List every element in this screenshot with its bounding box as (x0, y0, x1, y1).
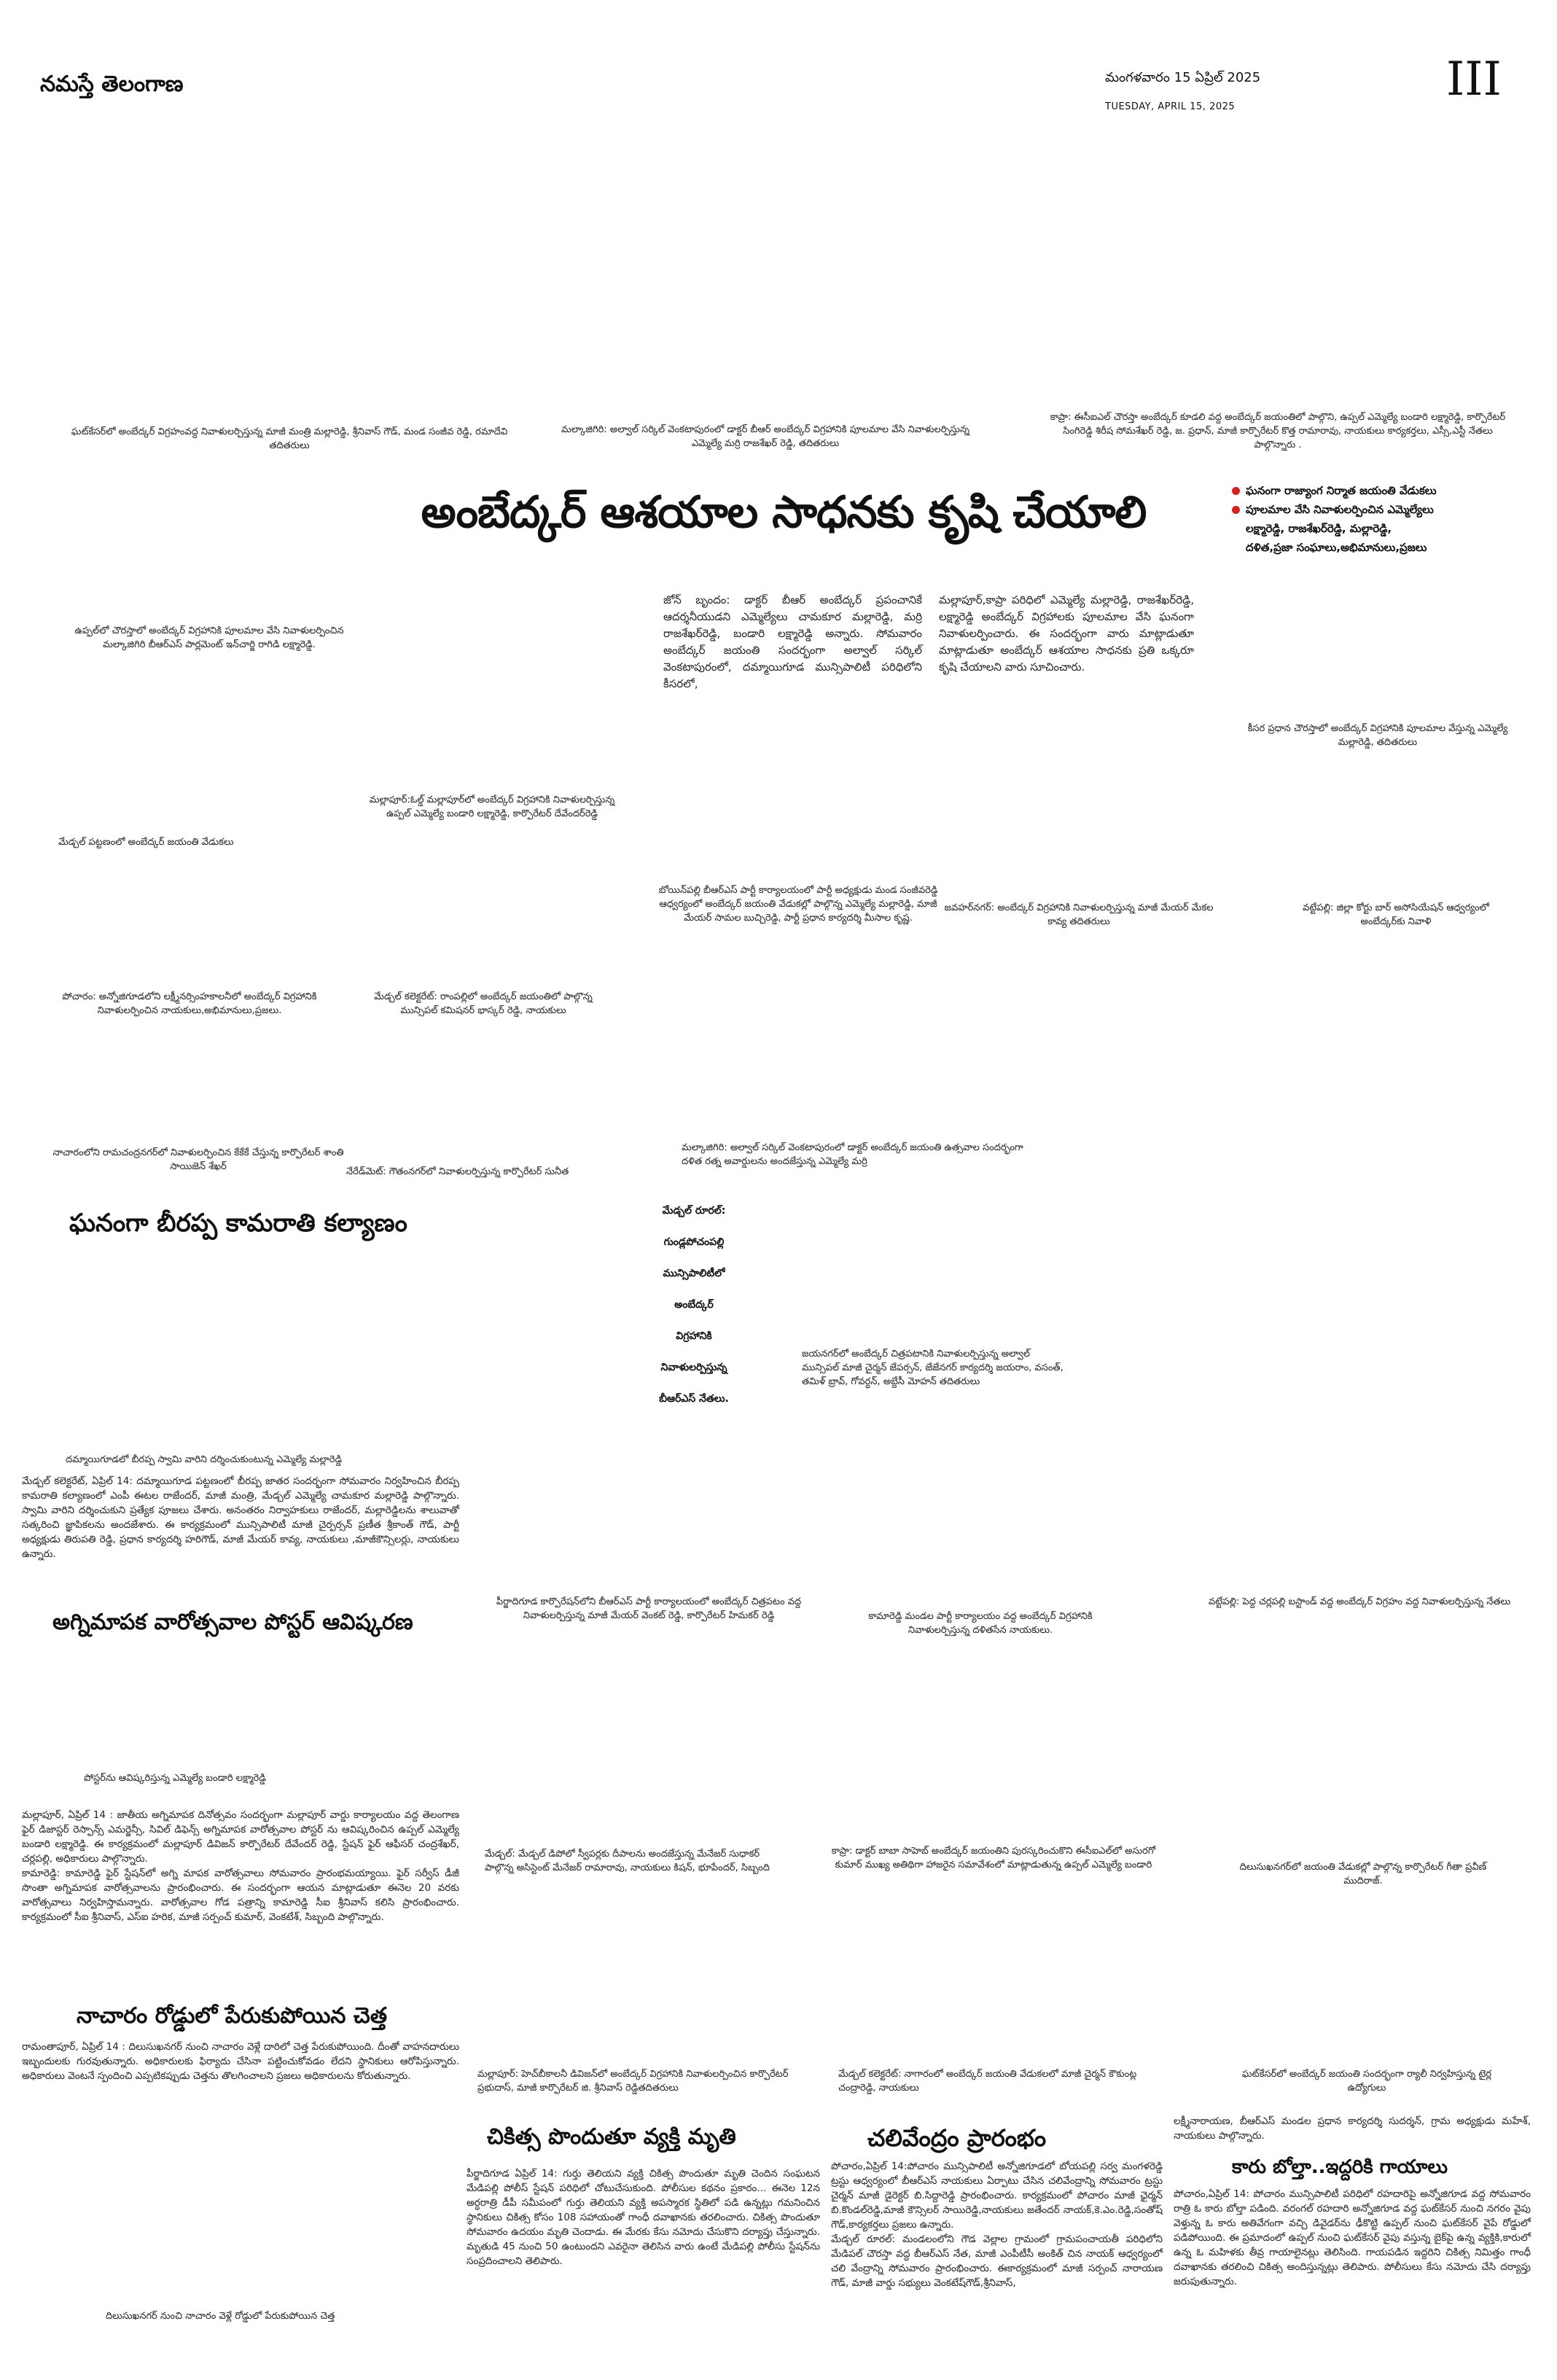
health-story-body: పీర్జాదిగూడ ఏప్రిల్ 14: గుర్తు తెలియని వ్యక్తి చికిత్స పొందుతూ మృతి చెందిన సంఘటన మేడిపల్లి పోలీస్ స్టేషన్ పరిధిలో చోటుచేసుకుంది. పోలీసుల కథనం ప్రకారం... ఈనెల 12న అర్ధరాత్రి డీపీ సమీపంలో గుర్తు తెలియని వ్యక్తి అపస్మారక స్థితిలో పడి ఉన్నట్లు గమనించిన స్థానికులు చికిత్స కోసం 108 సహాయంతో గాంధీ దవాఖానకు తరలించారు. చికిత్స పొందుతూ సోమవారం ఉదయం మృతి చెందాడు. ఈ మేరకు కేసు నమోదు చేసుకొని దర్యాప్తు చేస్తున్నారు. మృతుడి 45 నుంచి 50 ఉంటుందని ఎవరైనా తెలిసిన వారు ఉంటే మేడిపల్లి పోలీసు స్టేషన్‌ను సంప్రదించాలని తెలిపారు. (467, 2168, 820, 2267)
caption-line: అంబేద్కర్ (674, 1299, 714, 1311)
newspaper-brand: నమస్తే తెలంగాణ (40, 71, 184, 97)
birappa-story-body: మేడ్చల్ కలెక్టరేట్, ఏప్రిల్ 14: దమ్మాయిగూడ పట్టణంలో బీరప్ప జాతర సందర్భంగా సోమవారం నిర్వహించిన బీరప్ప కామరాతి కల్యాణంలో ఎంపీ ఈటల రాజేందర్, మాజీ మంత్రి, మేడ్చల్ ఎమ్మెల్యే చామకూర మల్లారెడ్డి పాల్గొన్నారు. స్వామి వారిని దర్శించుకుని ప్రత్యేక పూజలు చేశారు. అనంతరం నిర్వాహకులు రాజేందర్, మల్లారెడ్డిలను శాలువాతో సత్కరించి జ్ఞాపికలను అందజేశారు. ఈ కార్యక్రమంలో మున్సిపాలిటీ మాజీ చైర్పర్సన్ ప్రణీత శ్రీకాంత్ గౌడ్, పార్టీ అధ్యక్షుడు తిరుపతి రెడ్డి, ప్రధాన కార్యదర్శి హరిగౌడ్, మాజీ మేయర్ కావ్య, నాయకులు ,మాజీకౌన్సిలర్లు, నాయకులు ఉన్నారు. (22, 1475, 459, 1560)
car-headline: కారు బోల్తా..ఇద్దరికి గాయాలు (1232, 2156, 1448, 2178)
photo-caption-jayanagar: జయనగర్‌లో అంబేద్కర్ చిత్రపటానికి నివాళులర్పిస్తున్న అల్వాల్ మున్సిపల్ మాజీ చైర్మన్ జేపర్సన్, జేజేనగర్ కార్యదర్శి జయరాం, వసంత్, తమిళ్ బ్రావ్, గోవర్ధన్, అబ్దేసీ మోహన్ తదితరులు (802, 1349, 1064, 1387)
fire-week-paragraph-2: కామారెడ్డి: కామారెడ్డి ఫైర్ స్టేషన్‌లో అగ్ని మాపక వారోత్సవాలు సోమవారం ప్రారంభమయ్యాయి. ఫైర్ సర్వీస్ డీజీ సొంతా అగ్నిమాపక వారోత్సవాలను ప్రారంభించారు. ఈ సందర్భంగా ఆయన మాట్లాడుతూ ఈనెల 20 వరకు వారోత్సవాలు నిర్వహిస్తామన్నారు. వారోత్సవాల గోడ పత్రాన్ని కామారెడ్డి సీఐ శ్రీనివాస్ కలిసి ప్రారంభించారు. కార్యక్రమంలో సీఐ శ్రీనివాస్, ఎస్ఐ హరిక, మాజీ సర్పంచ్ కుమార్, వెంకటేశ్, సిబ్బంది పాల్గొన్నారు. (22, 1868, 459, 1923)
bullet-dot-icon (1232, 487, 1240, 495)
fire-week-headline: అగ్నిమాపక వారోత్సవాల పోస్టర్ ఆవిష్కరణ (52, 1610, 413, 1635)
photo-caption-garbage-road: దిలుసుఖనగర్ నుంచి నాచారం వెళ్లే రోడ్డులో పేరుకుపోయిన చెత్త (106, 2311, 335, 2322)
caption-line: విగ్రహానికి (676, 1330, 712, 1342)
photo-caption-uppal: ఉప్పల్‌లో చౌరస్తాలో అంబేద్కర్ విగ్రహానికి పూలమాల వేసి నివాళులర్పించిన మల్కాజిగిరి బీఆర్ఎస్ పార్లమెంట్ ఇన్‌చార్జి రాగిడి లక్ష్మారెడ్డి. (74, 625, 344, 650)
main-story-column-2: మల్లాపూర్,కాప్రా పరిధిలో ఎమ్మెల్యే మల్లారెడ్డి, రాజశేఖర్‌రెడ్డి, లక్ష్మారెడ్డి అంబేద్కర్ విగ్రహాలకు పూలమాల వేసి ఘనంగా నివాళులర్పించారు. ఈ సందర్భంగా వారు మాట్లాడుతూ మాట్లాడుతూ అంబేద్కర్ ఆశయాల సాధనకు ప్రతి ఒక్కరూ కృషి చేయాలని వారు సూచించారు. (939, 593, 1194, 674)
caption-line: మున్సిపాలిటీలో (663, 1268, 725, 1279)
photo-caption-pocharam: పోచారం: అన్నోజిగూడలోని లక్ష్మీనర్సింహకాలనీలో అంబేద్కర్ విగ్రహానికి నివాళులర్పించిన నాయకులు,అభిమానులు,ప్రజలు. (62, 991, 317, 1016)
caption-line: బీఆర్ఎస్ నేతలు. (659, 1393, 729, 1405)
photo-caption-neredmet: నేరేడ్‌మెట్: గౌతంనగర్‌లో నివాళులర్పిస్తున్న కార్పొరేటర్ సునీత (346, 1166, 569, 1177)
bullet-item: దళిత,ప్రజా సంఘాలు,అభిమానులు,ప్రజలు (1246, 541, 1427, 554)
photo-caption-mallapur: మల్లాపూర్:ఓల్డ్ మల్లాపూర్‌లో అంబేద్కర్ విగ్రహానికి నివాళులర్పిస్తున్న ఉప్పల్ ఎమ్మెల్యే బండారి లక్ష్మారెడ్డి, కార్పొరేటర్ దేవేందర్‌రెడ్డి (369, 795, 615, 819)
main-headline: అంబేద్కర్ ఆశయాల సాధనకు కృషి చేయాలి (421, 487, 1147, 538)
photo-caption-mallapur-2: మల్లాపూర్: హెచ్‌బీకాలనీ డివిజన్‌లో అంబేద్కర్ విగ్రహానికి నివాళులర్పించిన కార్పొరేటర్ ప్రభుదాస్, మాజీ కార్పొరేటర్ జి. శ్రీనివాస్ రెడ్డితదితరులు (477, 2069, 789, 2094)
photo-caption-ghatkesar-rally: ఘట్‌కేసర్‌లో అంబేద్కర్ జయంతి సందర్భంగా ర్యాలీ నిర్వహిస్తున్న టైర్ల ఉద్యోగులు (1241, 2069, 1492, 2094)
photo-caption-medchal-collectorate: మేడ్చల్ కలెక్టరేట్: రాంపల్లిలో అంబేద్కర్ జయంతిలో పాల్గొన్న మున్సిపల్ కమిషనర్ భాస్కర్ రెడ్డి, నాయకులు (374, 991, 593, 1016)
bullet-item: పూలమాల వేసి నివాళులర్పించిన ఎమ్మెల్యేలు (1232, 500, 1553, 519)
page-number: III (1446, 52, 1502, 106)
date-telugu: మంగళవారం 15 ఏప్రిల్ 2025 (1105, 70, 1261, 85)
garbage-story-body: రామంతాపూర్, ఏప్రిల్ 14 : దిలుసుఖనగర్ నుంచి నాచారం వెళ్లే దారిలో చెత్త పేరుకుపోయింది. దీంతో వాహనదారులు ఇబ్బందులకు గురవుతున్నారు. అధికారులకు ఫిర్యాదు చేసినా పట్టించుకోవడం లేదని స్థానికులు ఆరోపిస్తున్నారు. అధికారులు వెంటనే స్పందించి ఎప్పటికప్పుడు చెత్తను తొలగించాలని ప్రజలు అధికారులను కోరుతున్నారు. (22, 2041, 459, 2082)
photo-caption-malkajgiri-awards: మల్కాజిగిరి: అల్వాల్ సర్కిల్ వెంకటాపురంలో డాక్టర్ అంబేద్కర్ జయంతి ఉత్సవాల సందర్భంగా దళిత రత్న అవార్డులను అందజేస్తున్న ఎమ్మెల్యే మర్రి (682, 1142, 1023, 1167)
photo-caption-vattepally-2: వట్టేపల్లి: పెద్ద చర్లపల్లి బస్టాండ్ వద్ద అంబేద్కర్ విగ్రహం వద్ద నివాళులర్పిస్తున్న నేతలు (1208, 1596, 1511, 1607)
car-story-body: పోచారం,ఏప్రిల్ 14: పోచారం మున్సిపాలిటీ పరిధిలో రహదారిపై అన్నోజిగూడ వద్ద సోమవారం రాత్రి ఓ కారు బోల్తా పడింది. వరంగల్ రహదారి అన్నోజిగూడ వద్ద ఘట్‌కేసర్ నుంచి నగరం వైపు వెళ్తున్న ఓ కారు అతివేగంగా వచ్చి డివైడర్‌ను ఢీకొట్టి ఉప్పల్ నుంచి ఘట్‌కేసర్ వైపే రోడ్డులో పడిపోయింది. ఈ ప్రమాదంలో ఉప్పల్ నుంచి ఘట్‌కేసర్ వైపు వస్తున్న బైక్‌పై ఉన్న వ్యక్తికి,కారులో ఉన్న ఓ మహిళకు తీవ్ర గాయాలైనట్లు తెలిసింది. గాయపడిన ఇద్దరిని చికిత్స నిమిత్తం గాంధీ దవాఖానకు తరలించి చికిత్స అందిస్తున్నట్లు తెలిపారు. పోలీసులు కేసు నమోదు చేసి దర్యాప్తు జరుపుతున్నారు. (1174, 2188, 1531, 2287)
photo-caption-kapra: కాప్రా: ఈసీఐఎల్ చౌరస్తా అంబేద్కర్ కూడలి వద్ద అంబేద్కర్ జయంతిలో పాల్గొని, ఉప్పల్ ఎమ్మెల్యే బండారి లక్ష్మారెడ్డి, కార్పొరేటర్ సింగిరెడ్డి శిరీష సోమశేఖర్ రెడ్డి, జ. ప్రధాన్, మాజీ కార్పొరేటర్ కొత్త రామారావు, నాయకులు కార్యకర్తలు, ఎస్సీ,ఎస్టీ నేతలు పాల్గొన్నారు . (1050, 412, 1506, 450)
main-story-column-1: జోన్ బృందం: డాక్టర్ బీఆర్ అంబేద్కర్ ప్రపంచానికే ఆదర్శనీయుడని ఎమ్మెల్యేలు చామకూర మల్లారెడ్డి, మర్రి రాజశేఖర్‌రెడ్డి, బండారి లక్ష్మారెడ్డి అన్నారు. సోమవారం అంబేద్కర్ జయంతి సందర్భంగా అల్వాల్ సర్కిల్ వెంకటాపురంలో, దమ్మాయిగూడ మున్సిపాలిటీ పరిధిలోని కీసరలో, (663, 593, 922, 690)
photo-caption-jawaharnagar: జవహర్‌నగర్: అంబేద్కర్ విగ్రహానికి నివాళులర్పిస్తున్న మాజీ మేయర్ మేకల కావ్య తదితరులు (944, 902, 1214, 927)
bullet-dot-icon (1232, 506, 1240, 514)
photo-caption-medchal-town: మేడ్చల్ పట్టణంలో అంబేద్కర్ జయంతి వేడుకలు (58, 837, 234, 848)
water-paragraph-1: పోచారం,ఏప్రిల్ 14:పోచారం మున్సిపాలిటీ అన్నోజిగూడలో బోయపల్లి సర్వ మంగళరెడ్డి ట్రస్టు ఆధ్వర్యంలో బీఆర్ఎస్ నాయకులు ఏర్పాటు చేసిన చలివేంద్రాన్ని సోమవారం ట్రస్టు చైర్మన్ మాజీ డైరెక్టర్ బి.సిద్దారెడ్డి ప్రారంభించారు. కార్యక్రమంలో పోచారం మాజీ ఛైర్మన్ బి.కొండల్‌రెడ్డి,మాజీ కౌన్సిలర్ సాయిరెడ్డి,నాయకులు జతేందర్ నాయక్,కె.ఎం.రెడ్డి,సంతోష్ గౌడ్,కార్యకర్తలు ప్రజలు ఉన్నారు. (831, 2161, 1163, 2231)
poster-photo-caption: పోస్టర్‌ను ఆవిష్కరిస్తున్న ఎమ్మెల్యే బండారి లక్ష్మారెడ్డి (84, 1773, 266, 1784)
photo-caption-dilsukhnagar: దిలుసుఖనగర్‌లో జయంతి వేడుకల్లో పాల్గొన్న కార్పొరేటర్ గీతా ప్రవీణ్ ముదిరాజ్. (1239, 1862, 1487, 1887)
date-english: TUESDAY, APRIL 15, 2025 (1105, 101, 1236, 112)
photo-caption-malkajgiri: మల్కాజిగిరి: అల్వాల్ సర్కిల్ వెంకటాపురంలో డాక్టర్ బీఆర్ అంబేద్కర్ విగ్రహానికి పూలమాల వేసి నివాళులర్పిస్తున్న ఎమ్మెల్యే మర్రి రాజశేఖర్ రెడ్డి, తదితరులు (561, 424, 970, 449)
caption-line: గుండ్లపోచంపల్లి (663, 1236, 725, 1248)
photo-caption-medchal-rural (643, 1195, 745, 1415)
health-headline: చికిత్స పొందుతూ వ్యక్తి మృతి (487, 2124, 736, 2150)
photo-caption-vattepally: వట్టేపల్లి: జిల్లా కోర్టు బార్ అసోసియేషన్ ఆధ్వర్యంలో అంబేద్కర్‌కు నివాళి (1302, 902, 1490, 927)
photo-caption-nacharam: నాచారంలోని రామచంద్రనగర్‌లో నివాళులర్పించిన కేకేకే చేస్తున్న కార్పొరేటర్ శాంతి సాయిజెన్ శేఖర్ (52, 1147, 344, 1172)
fire-week-paragraph-1: మల్లాపూర్, ఏప్రిల్ 14 : జాతీయ అగ్నిమాపక దినోత్సవం సందర్భంగా మల్లాపూర్ వార్డు కార్యాలయం వద్ద తెలంగాణ ఫైర్ డిజాస్టర్ రెస్పాన్స్ ఎమర్జెన్సీ, సివిల్ డిఫెన్స్ అగ్నిమాపక వారోత్సవాల పోస్టర్ ను ఆవిష్కరించిన ఉప్పల్ ఎమ్మెల్యే బండారి లక్ష్మారెడ్డి. ఈ కార్యక్రమంలో మల్లాపూర్ డివిజన్ కార్పొరేటర్ దేవేందర్ రెడ్డి, స్టేషన్ ఫైర్ ఆఫీసర్ చంద్రశేఖర్, చర్లపల్లి, అధికారులు పాల్గొన్నారు. (22, 1809, 459, 1865)
garbage-headline: నాచారం రోడ్డులో పేరుకుపోయిన చెత్త (77, 2003, 388, 2029)
photo-caption-keesara: కీసర ప్రధాన చౌరస్తాలో అంబేద్కర్ విగ్రహానికి పూలమాల వేస్తున్న ఎమ్మెల్యే మల్లారెడ్డి, తదితరులు (1247, 723, 1508, 748)
photo-caption-peerzadiguda: పీర్జాదిగూడ కార్పొరేషన్‌లోని బీఆర్ఎస్ పార్టీ కార్యాలయంలో అంబేద్కర్ చిత్రపటం వద్ద నివాళులర్పిస్తున్న మాజీ మేయర్ వెంకట్ రెడ్డి, కార్పొరేటర్ హిమకర్ రెడ్డి (496, 1596, 802, 1621)
photo-caption-kapra-ambedkar: కాప్రా: డాక్టర్ బాబా సాహెబ్ అంబేద్కర్ జయంతిని పురస్కరించుకొని ఈసీఐఎల్‌లో అసురగో కుమార్ ముఖ్య అతిథిగా హాజరైన సమావేశంలో మాట్లాడుతున్న ఉప్పల్ ఎమ్మెల్యే బండారి (831, 1846, 1156, 1870)
bullet-item: లక్ష్మారెడ్డి, రాజశేఖర్‌రెడ్డి, మల్లారెడ్డి, (1246, 522, 1392, 535)
bullet-item: ఘనంగా రాజ్యాంగ నిర్మాత జయంతి వేడుకలు (1232, 481, 1553, 500)
caption-line: నివాళులర్పిస్తున్న (660, 1362, 727, 1373)
water-paragraph-2: మేడ్చల్ రూరల్: మండలంలోని గౌడ వెల్లాల గ్రామంలో గ్రామపంచాయతీ పరిధిలోని మేడిపల్ చౌరస్తా వద్ద బీఆర్ఎస్ నేత, మాజీ ఎంపీటీసీ అంకిత్ చిన నాయక్ ఆధ్వర్యంలో చలి వేంద్రాన్ని సోమవారం ప్రారంభించారు. ఈకార్యక్రమంలో మాజీ సర్పంచ్ నారాయణ గౌడ్, మాజీ వార్డు సభ్యులు వెంకటేష్‌గౌడ్,శ్రీనివాస్, (831, 2233, 1163, 2289)
birappa-photo-caption: దమ్మాయిగూడలో బీరప్ప స్వామి వారిని దర్శించుకుంటున్న ఎమ్మెల్యే మల్లారెడ్డి (66, 1454, 343, 1465)
water-story-body (831, 2159, 1163, 2290)
car-story-intro: లక్ష్మీనారాయణ, బీఆర్ఎస్ మండల ప్రధాన కార్యదర్శి సుదర్శన్, గ్రామ అధ్యక్షుడు మహేశ్, నాయకులు పాల్గొన్నారు. (1174, 2115, 1531, 2142)
photo-caption-medchal-depot: మేడ్చల్: మేడ్చల్ డిపోలో స్వీపర్లకు దీపాలను అందజేస్తున్న మేనేజర్ సుధాకర్ పాల్గొన్న అసిస్టెంట్ మేనేజర్ రామారావు, నాయకులు కిషన్, భూపేందర్, సిబ్బంది (485, 1849, 770, 1873)
photo-caption-bowenpally: బోయిన్‌పల్లి బీఆర్ఎస్ పార్టీ కార్యాలయంలో పార్టీ అధ్యక్షుడు మండ సంజీవరెడ్డి ఆధ్వర్యంలో అంబేద్కర్ జయంతి వేడుకల్లో పాల్గొన్న ఎమ్మెల్యే మల్లారెడ్డి, మాజీ మేయర్ సామల బుచ్చిరెడ్డి, పార్టీ ప్రధాన కార్యదర్శి మీసాల కృష్ణ. (658, 885, 938, 924)
photo-caption-medchal-collectorate-2: మేడ్చల్ కలెక్టరేట్: నాగారంలో అంబేద్కర్ జయంతి వేడుకలలో మాజీ చైర్మన్ కౌకుంట్ల చంద్రారెడ్డి, నాయకులు (838, 2069, 1137, 2094)
caption-line: మేడ్చల్ రూరల్: (662, 1205, 726, 1217)
photo-caption-keesara-mandal: కామారెడ్డి మండల పార్టీ కార్యాలయం వద్ద అంబేద్కర్ విగ్రహానికి నివాళులర్పిస్తున్న దళితసేన నాయకులు. (868, 1611, 1093, 1636)
water-headline: చలివేంద్రం ప్రారంభం (867, 2124, 1047, 2152)
birappa-headline: ఘనంగా బీరప్ప కామరాతి కల్యాణం (69, 1209, 407, 1238)
fire-week-story-body (22, 1808, 459, 1924)
headline-bullets (1232, 481, 1553, 557)
photo-caption-ghatkesar: ఘట్‌కేసర్‌లో అంబేద్కర్ విగ్రహంవద్ద నివాళులర్పిస్తున్న మాజీ మంత్రి మల్లారెడ్డి, శ్రీనివాస్ గౌడ్, మండ సంజీవ రెడ్డి, రమాదేవి తదితరులు (71, 426, 508, 451)
